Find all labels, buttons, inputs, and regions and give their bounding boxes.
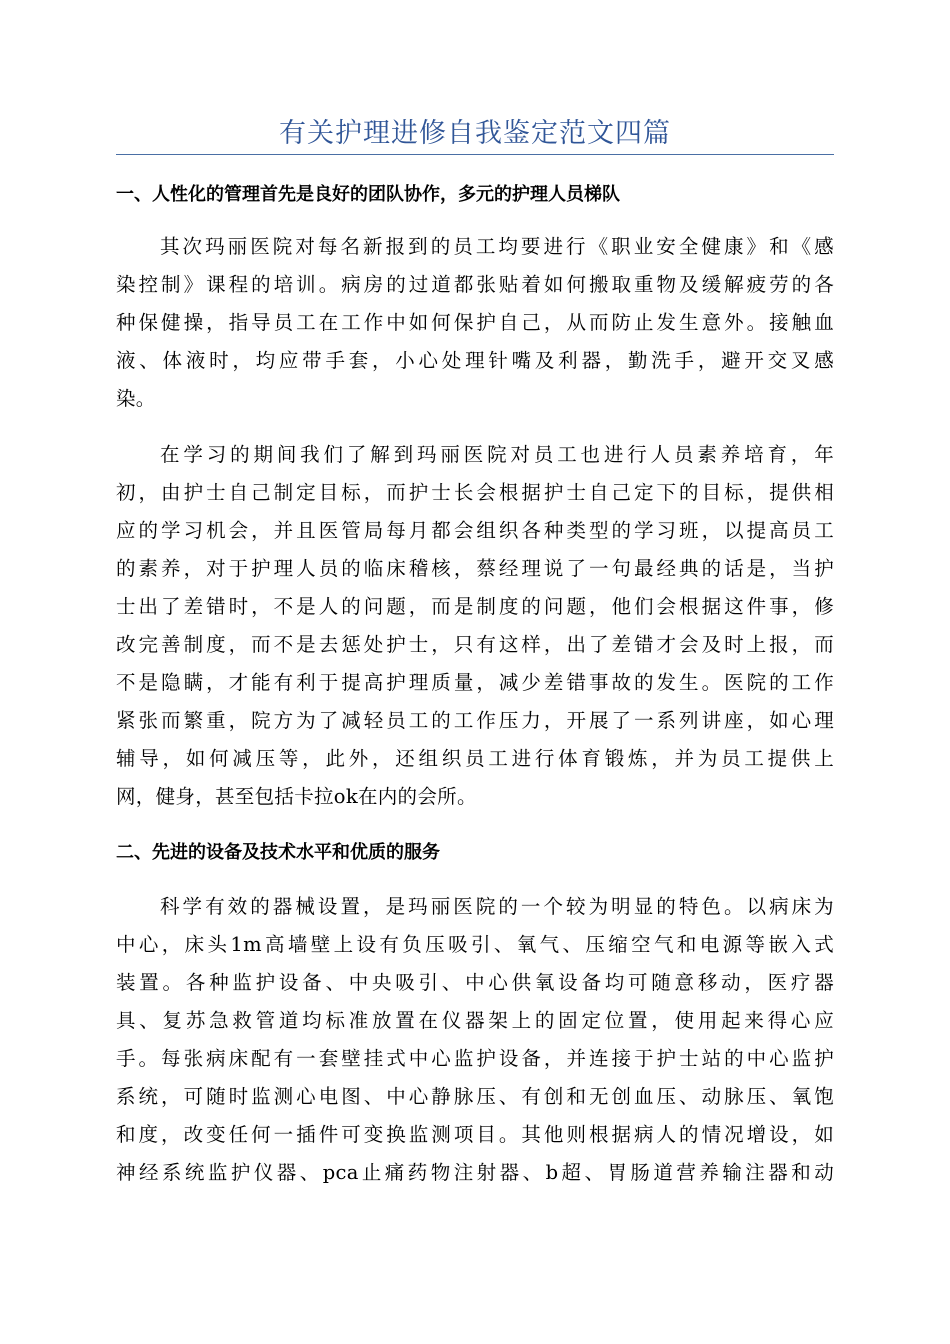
title-underline [116,154,834,155]
text-line: 网，健身，甚至包括卡拉ok在内的会所。 [116,785,477,808]
text-line: 和度，改变任何一插件可变换监测项目。其他则根据病人的情况增设，如 [116,1123,834,1146]
text-line: 具、复苏急救管道均标准放置在仪器架上的固定位置，使用起来得心应 [116,1009,834,1032]
text-line: 神经系统监护仪器、pca止痛药物注射器、b超、胃肠道营养输注器和动 [116,1161,834,1184]
text-line: 改完善制度，而不是去惩处护士，只有这样，出了差错才会及时上报，而 [116,633,834,656]
text-line: 科学有效的器械设置，是玛丽医院的一个较为明显的特色。以病床为 [160,895,834,918]
paragraph [116,228,834,418]
text-line: 装置。各种监护设备、中央吸引、中心供氧设备均可随意移动，医疗器 [116,971,834,994]
document-title: 有关护理进修自我鉴定范文四篇 [279,118,671,149]
text-line: 系统，可随时监测心电图、中心静脉压、有创和无创血压、动脉压、氧饱 [116,1085,834,1108]
text-line: 种保健操，指导员工在工作中如何保护自己，从而防止发生意外。接触血 [116,311,834,334]
text-line: 紧张而繁重，院方为了减轻员工的工作压力，开展了一系列讲座，如心理 [116,709,834,732]
text-line: 的素养，对于护理人员的临床稽核，蔡经理说了一句最经典的话是，当护 [116,557,834,580]
text-line: 染。 [116,387,156,410]
text-line: 手。每张病床配有一套壁挂式中心监护设备，并连接于护士站的中心监护 [116,1047,834,1070]
text-line: 染控制》课程的培训。病房的过道都张贴着如何搬取重物及缓解疲劳的各 [116,273,834,296]
text-line: 士出了差错时，不是人的问题，而是制度的问题，他们会根据这件事，修 [116,595,834,618]
text-line: 不是隐瞒，才能有利于提高护理质量，减少差错事故的发生。医院的工作 [116,671,834,694]
text-line: 初，由护士自己制定目标，而护士长会根据护士自己定下的目标，提供相 [116,481,834,504]
text-line: 辅导，如何减压等，此外，还组织员工进行体育锻炼，并为员工提供上 [116,747,834,770]
section-heading-2: 二、先进的设备及技术水平和优质的服务 [116,842,440,863]
text-line: 液、体液时，均应带手套，小心处理针嘴及利器，勤洗手，避开交叉感 [116,349,834,372]
text-line: 其次玛丽医院对每名新报到的员工均要进行《职业安全健康》和《感 [160,235,834,258]
text-line: 中心，床头1m高墙壁上设有负压吸引、氧气、压缩空气和电源等嵌入式 [116,933,834,956]
paragraph [116,436,834,816]
text-line: 应的学习机会，并且医管局每月都会组织各种类型的学习班，以提高员工 [116,519,834,542]
text-line: 在学习的期间我们了解到玛丽医院对员工也进行人员素养培育，年 [160,443,834,466]
paragraph [116,888,834,1192]
section-heading-1: 一、人性化的管理首先是良好的团队协作，多元的护理人员梯队 [116,184,620,205]
